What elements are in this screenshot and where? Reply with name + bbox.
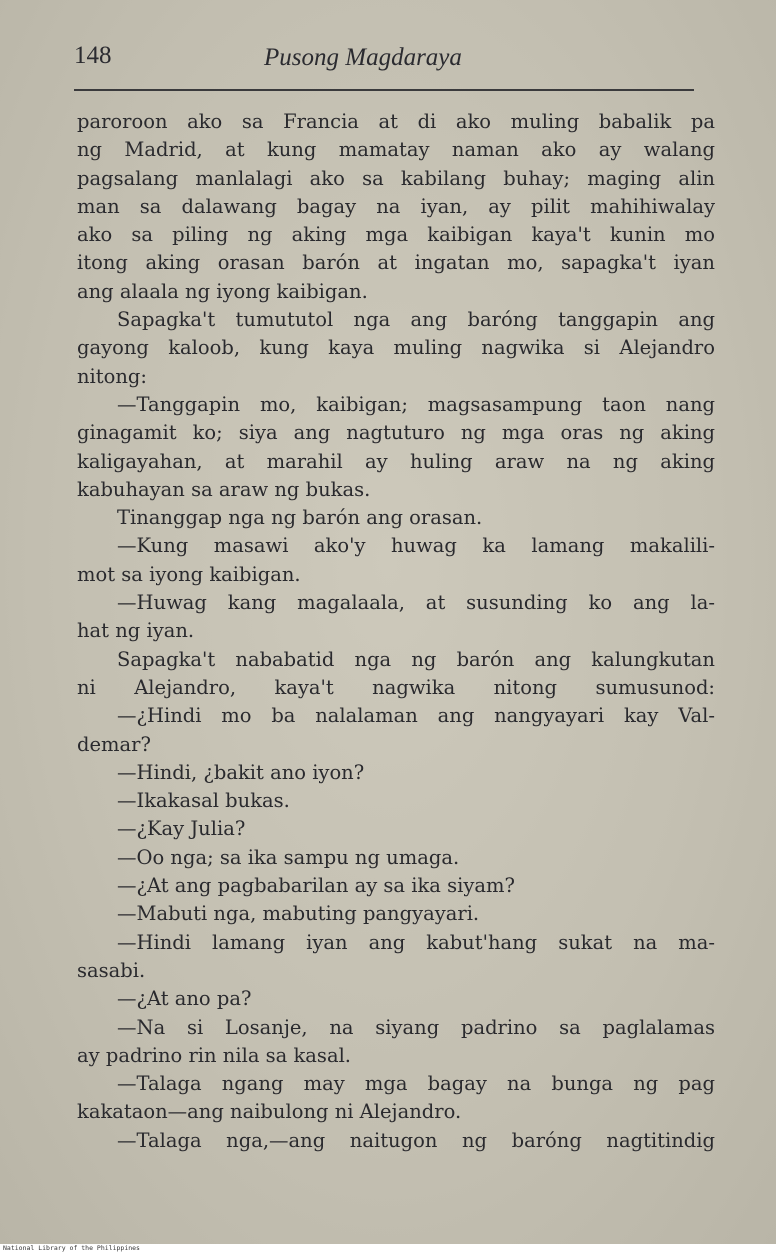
text-line: man sa dalawang bagay na iyan, ay pilit mahihiwalay [77,194,715,218]
text-line: —Na si Losanje, na siyang padrino sa paglalamas [117,1015,715,1039]
text-line: —¿Kay Julia? [117,817,246,841]
text-line: Sapagka't tumututol nga ang baróng tanggapin ang [117,308,715,332]
text-line: kakataon—ang naibulong ni Alejandro. [77,1100,462,1124]
text-line: Tinanggap nga ng barón ang orasan. [117,506,483,530]
body-text [77,108,715,1155]
text-line: —Talaga nga,—ang naitugon ng baróng nagtitindig [117,1128,715,1152]
text-line: ay padrino rin nila sa kasal. [77,1043,351,1067]
text-line: pagsalang manlalagi ako sa kabilang buhay; maging alin [77,166,715,190]
text-line: —Kung masawi ako'y huwag ka lamang makalili- [117,534,715,558]
text-line: itong aking orasan barón at ingatan mo, sapagka't iyan [77,251,715,275]
text-line: —Hindi, ¿bakit ano iyon? [117,760,365,784]
text-line: —Talaga ngang may mga bagay na bunga ng pag [117,1072,715,1096]
text-line: hat ng iyan. [77,619,195,643]
text-line: gayong kaloob, kung kaya muling nagwika si Alejandro [77,336,715,360]
text-line: —Mabuti nga, mabuting pangyayari. [117,902,480,926]
text-line: —¿Hindi mo ba nalalaman ang nangyayari kay Val- [117,704,715,728]
text-line: demar? [77,732,151,756]
text-line: —Ikakasal bukas. [117,789,290,813]
text-line: —Hindi lamang iyan ang kabut'hang sukat na ma- [117,930,715,954]
text-line: sasabi. [77,958,146,982]
text-line: kabuhayan sa araw ng bukas. [77,477,371,501]
text-line: paroroon ako sa Francia at di ako muling babalik pa [77,110,715,133]
text-line: ang alaala ng iyong kaibigan. [77,279,368,303]
text-line: —¿At ang pagbabarilan ay sa ika siyam? [117,874,515,898]
page-header [74,42,694,82]
text-line: ako sa piling ng aking mga kaibigan kaya't kunin mo [77,223,715,247]
text-line: —Huwag kang magalaala, at susunding ko ang la- [117,591,715,615]
text-line: —Oo nga; sa ika sampu ng umaga. [117,845,460,869]
text-line: Sapagka't nababatid nga ng barón ang kalungkutan [117,647,715,671]
text-line: ng Madrid, at kung mamatay naman ako ay walang [77,138,715,162]
running-title: Pusong Magdaraya [264,44,462,71]
text-line: ni Alejandro, kaya't nagwika nitong sumusunod: [77,675,715,699]
text-line: ginagamit ko; siya ang nagtuturo ng mga oras ng aking [77,421,715,445]
page-number: 148 [74,42,112,69]
text-line: mot sa iyong kaibigan. [77,562,301,586]
text-line: —Tanggapin mo, kaibigan; magsasampung taon nang [117,392,715,416]
footer-credit: National Library of the Philippines [3,1244,140,1252]
text-line: kaligayahan, at marahil ay huling araw na ng aking [77,449,715,473]
text-line: nitong: [77,364,147,388]
text-line: —¿At ano pa? [117,987,252,1011]
header-rule [74,89,694,91]
